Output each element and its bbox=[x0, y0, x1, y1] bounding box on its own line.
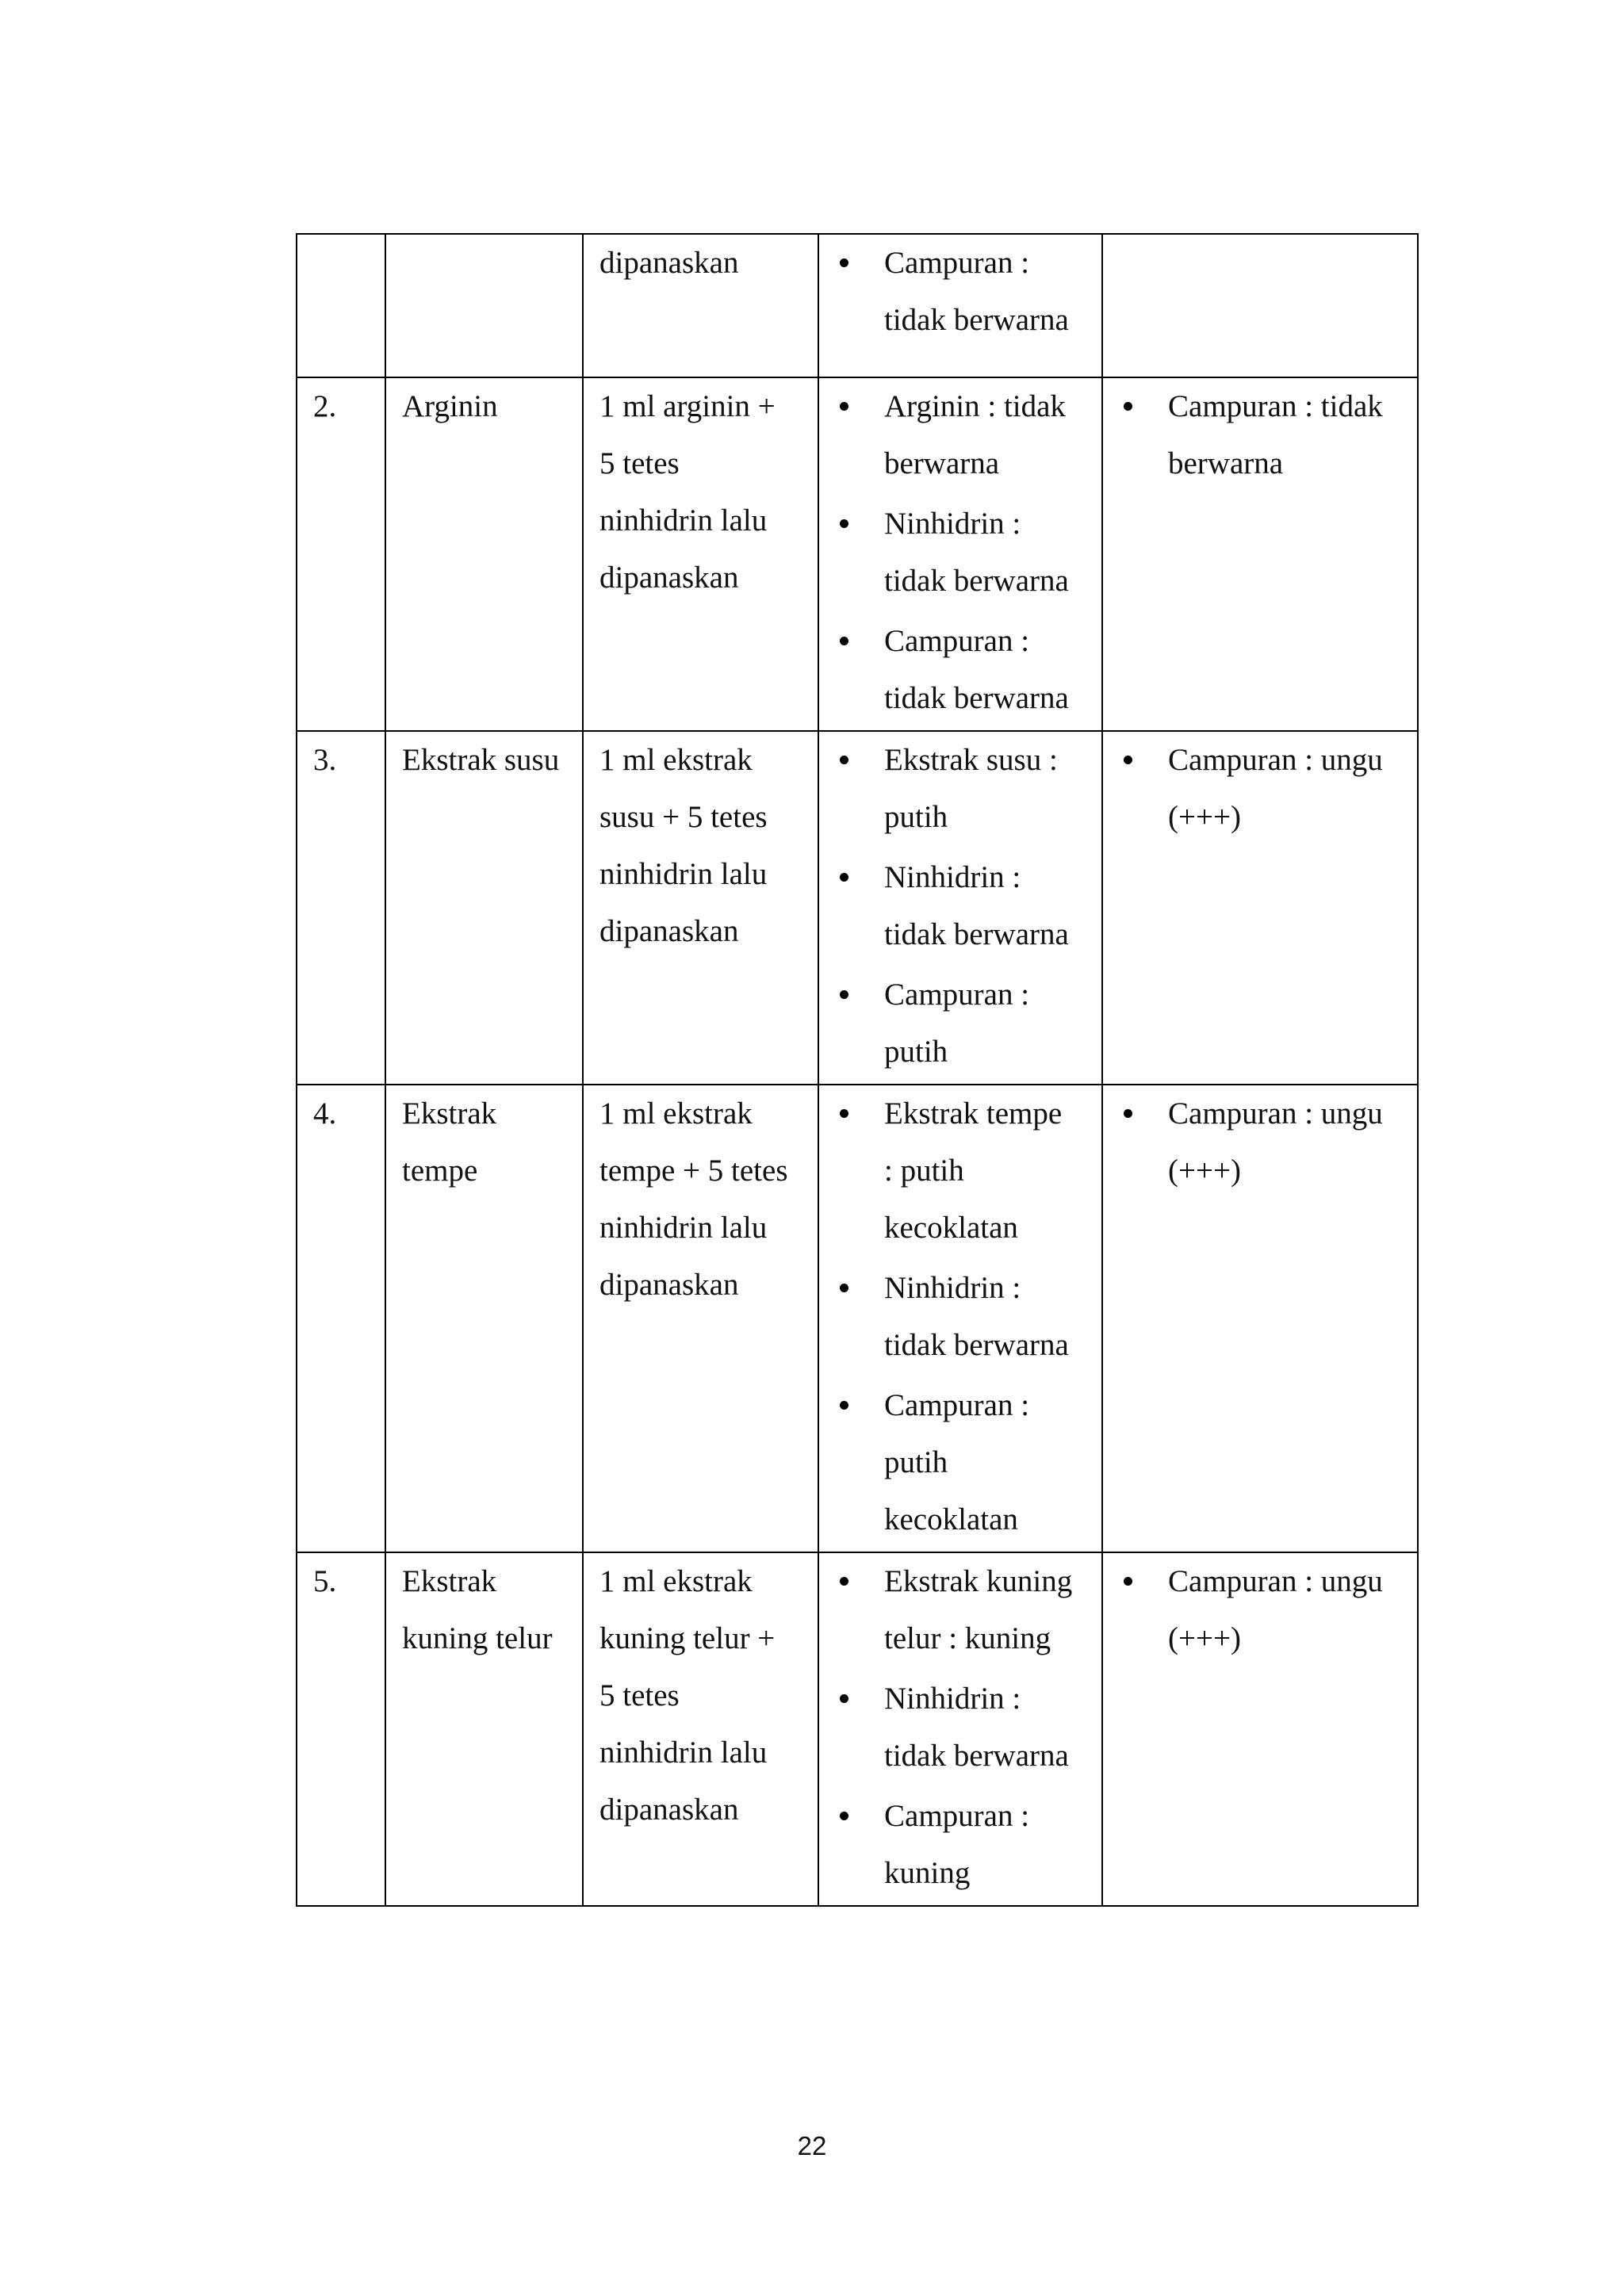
cell-procedure bbox=[583, 731, 818, 1085]
bullet-text-line: telur : kuning bbox=[884, 1621, 1051, 1655]
procedure-line: dipanaskan bbox=[599, 1268, 739, 1302]
bullet-dot-icon bbox=[840, 258, 848, 267]
bullet-text-line: Campuran : bbox=[884, 246, 1030, 280]
bullet-item bbox=[1119, 378, 1417, 492]
bullet-text-line: : putih bbox=[884, 1154, 964, 1188]
observation-list bbox=[835, 1553, 1101, 1902]
bullet-text-line: Campuran : ungu bbox=[1168, 1096, 1383, 1131]
bullet-dot-icon bbox=[840, 1577, 848, 1586]
bullet-dot-icon bbox=[840, 873, 848, 882]
bullet-item bbox=[835, 613, 1101, 727]
cell-observation bbox=[818, 1085, 1102, 1552]
bullet-text-line: Ninhidrin : bbox=[884, 507, 1021, 541]
bullet-item bbox=[835, 849, 1101, 963]
bullet-text-line: Campuran : bbox=[884, 1388, 1030, 1422]
sample-line: Arginin bbox=[402, 389, 498, 423]
bullet-text-line: putih bbox=[884, 800, 948, 834]
bullet-dot-icon bbox=[840, 990, 848, 999]
procedure-line: susu + 5 tetes bbox=[599, 800, 768, 834]
bullet-item bbox=[1119, 1553, 1417, 1667]
procedure-line: ninhidrin lalu bbox=[599, 1735, 768, 1770]
procedure-line: 5 tetes bbox=[599, 1678, 680, 1712]
procedure-line: ninhidrin lalu bbox=[599, 503, 768, 538]
cell-sample bbox=[385, 1085, 583, 1552]
bullet-item bbox=[835, 732, 1101, 846]
cell-result bbox=[1102, 1085, 1418, 1552]
bullet-item bbox=[835, 1377, 1101, 1548]
bullet-text-line: Ekstrak susu : bbox=[884, 743, 1058, 777]
result-list bbox=[1119, 378, 1417, 492]
bullet-text-line: kuning bbox=[884, 1856, 971, 1890]
procedure-line: ninhidrin lalu bbox=[599, 857, 768, 891]
cell-procedure bbox=[583, 377, 818, 731]
bullet-dot-icon bbox=[840, 637, 848, 645]
bullet-text-line: Arginin : tidak bbox=[884, 389, 1066, 423]
cell-sample bbox=[385, 731, 583, 1085]
procedure-line: dipanaskan bbox=[599, 561, 739, 595]
table-row bbox=[297, 1552, 1418, 1906]
cell-number bbox=[297, 1085, 385, 1552]
cell-number bbox=[297, 731, 385, 1085]
bullet-text-line: putih bbox=[884, 1035, 948, 1069]
cell-procedure bbox=[583, 1552, 818, 1906]
result-list bbox=[1119, 1553, 1417, 1667]
bullet-text-line: kecoklatan bbox=[884, 1211, 1018, 1245]
bullet-text-line: Ekstrak tempe bbox=[884, 1096, 1063, 1131]
observation-list bbox=[835, 235, 1101, 349]
row-number: 3. bbox=[313, 743, 337, 777]
cell-procedure bbox=[583, 234, 818, 377]
bullet-dot-icon bbox=[840, 402, 848, 411]
bullet-text-line: tidak berwarna bbox=[884, 1328, 1069, 1362]
sample-line: kuning telur bbox=[402, 1621, 553, 1655]
table-row bbox=[297, 731, 1418, 1085]
row-number: 5. bbox=[313, 1564, 337, 1598]
bullet-text-line: (+++) bbox=[1168, 1154, 1241, 1188]
sample-line: Ekstrak bbox=[402, 1564, 497, 1598]
cell-sample bbox=[385, 377, 583, 731]
bullet-text-line: Ekstrak kuning bbox=[884, 1564, 1073, 1598]
bullet-text-line: berwarna bbox=[884, 446, 1000, 480]
table-row bbox=[297, 234, 1418, 377]
observation-list bbox=[835, 732, 1101, 1081]
sample-line: tempe bbox=[402, 1154, 478, 1188]
bullet-item bbox=[835, 496, 1101, 610]
bullet-text-line: Ninhidrin : bbox=[884, 1682, 1021, 1716]
bullet-text-line: putih bbox=[884, 1445, 948, 1479]
bullet-text-line: berwarna bbox=[1168, 446, 1284, 480]
bullet-text-line: Campuran : bbox=[884, 624, 1030, 658]
bullet-item bbox=[835, 1085, 1101, 1257]
cell-number bbox=[297, 377, 385, 731]
table-row bbox=[297, 377, 1418, 731]
bullet-dot-icon bbox=[840, 519, 848, 528]
observation-list bbox=[835, 1085, 1101, 1548]
cell-observation bbox=[818, 234, 1102, 377]
procedure-line: dipanaskan bbox=[599, 1793, 739, 1827]
bullet-item bbox=[835, 1670, 1101, 1785]
cell-observation bbox=[818, 1552, 1102, 1906]
bullet-text-line: Campuran : ungu bbox=[1168, 743, 1383, 777]
bullet-dot-icon bbox=[840, 1401, 848, 1410]
cell-number bbox=[297, 1552, 385, 1906]
procedure-line: kuning telur + bbox=[599, 1621, 776, 1655]
result-list bbox=[1119, 1085, 1417, 1200]
cell-observation bbox=[818, 731, 1102, 1085]
bullet-text-line: (+++) bbox=[1168, 1621, 1241, 1655]
bullet-item bbox=[1119, 732, 1417, 846]
table-row bbox=[297, 1085, 1418, 1552]
cell-number bbox=[297, 234, 385, 377]
sample-line: Ekstrak bbox=[402, 1096, 497, 1131]
cell-result bbox=[1102, 1552, 1418, 1906]
bullet-text-line: tidak berwarna bbox=[884, 681, 1069, 715]
bullet-dot-icon bbox=[1124, 402, 1132, 411]
procedure-line: 1 ml ekstrak bbox=[599, 1096, 753, 1131]
bullet-dot-icon bbox=[840, 1284, 848, 1292]
bullet-text-line: tidak berwarna bbox=[884, 917, 1069, 951]
bullet-dot-icon bbox=[840, 1109, 848, 1118]
bullet-item bbox=[835, 1553, 1101, 1667]
procedure-line: 1 ml ekstrak bbox=[599, 743, 753, 777]
bullet-text-line: Campuran : ungu bbox=[1168, 1564, 1383, 1598]
bullet-dot-icon bbox=[1124, 756, 1132, 764]
results-table-body bbox=[297, 234, 1418, 1906]
procedure-line: 1 ml ekstrak bbox=[599, 1564, 753, 1598]
cell-observation bbox=[818, 377, 1102, 731]
sample-line: Ekstrak susu bbox=[402, 743, 560, 777]
bullet-text-line: Campuran : bbox=[884, 1799, 1030, 1833]
bullet-item bbox=[1119, 1085, 1417, 1200]
cell-sample bbox=[385, 1552, 583, 1906]
observation-list bbox=[835, 378, 1101, 727]
bullet-dot-icon bbox=[1124, 1577, 1132, 1586]
bullet-item bbox=[835, 1788, 1101, 1902]
bullet-text-line: Ninhidrin : bbox=[884, 1271, 1021, 1305]
bullet-text-line: Campuran : bbox=[884, 978, 1030, 1012]
cell-result bbox=[1102, 731, 1418, 1085]
bullet-text-line: kecoklatan bbox=[884, 1502, 1018, 1536]
bullet-text-line: Campuran : tidak bbox=[1168, 389, 1383, 423]
procedure-line: dipanaskan bbox=[599, 914, 739, 948]
bullet-item bbox=[835, 1260, 1101, 1374]
procedure-line: tempe + 5 tetes bbox=[599, 1154, 788, 1188]
bullet-dot-icon bbox=[840, 1812, 848, 1820]
bullet-dot-icon bbox=[840, 756, 848, 764]
procedure-line: ninhidrin lalu bbox=[599, 1211, 768, 1245]
bullet-item bbox=[835, 378, 1101, 492]
bullet-text-line: tidak berwarna bbox=[884, 564, 1069, 598]
bullet-item bbox=[835, 235, 1101, 349]
bullet-text-line: Ninhidrin : bbox=[884, 860, 1021, 894]
cell-result bbox=[1102, 377, 1418, 731]
cell-result bbox=[1102, 234, 1418, 377]
cell-sample bbox=[385, 234, 583, 377]
procedure-line: 5 tetes bbox=[599, 446, 680, 480]
procedure-line: dipanaskan bbox=[599, 246, 739, 280]
row-number: 2. bbox=[313, 389, 337, 423]
result-list bbox=[1119, 732, 1417, 846]
bullet-text-line: tidak berwarna bbox=[884, 1739, 1069, 1773]
bullet-text-line: (+++) bbox=[1168, 800, 1241, 834]
results-table bbox=[296, 233, 1419, 1907]
row-number: 4. bbox=[313, 1096, 337, 1131]
cell-procedure bbox=[583, 1085, 818, 1552]
page-number: 22 bbox=[797, 2131, 827, 2160]
bullet-item bbox=[835, 966, 1101, 1081]
bullet-dot-icon bbox=[840, 1694, 848, 1703]
procedure-line: 1 ml arginin + bbox=[599, 389, 776, 423]
bullet-dot-icon bbox=[1124, 1109, 1132, 1118]
bullet-text-line: tidak berwarna bbox=[884, 303, 1069, 337]
